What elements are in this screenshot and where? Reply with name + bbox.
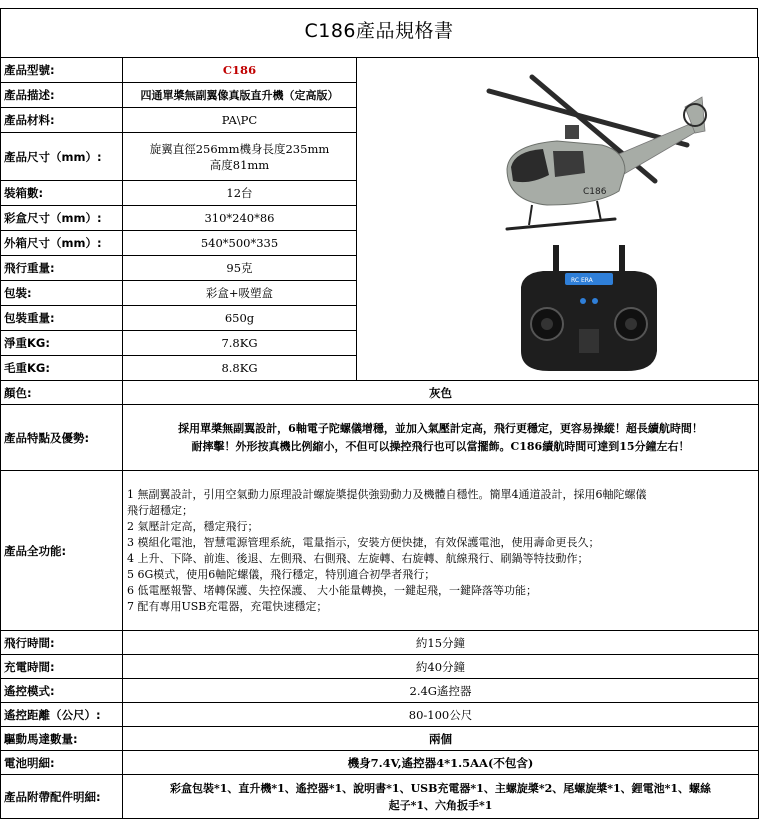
- size-line-2: 高度81mm: [209, 157, 270, 172]
- size-line-1: 旋翼直徑256mm機身長度235mm: [149, 141, 330, 156]
- spec-row: [1, 631, 759, 655]
- row-value: 80-100公尺: [123, 703, 759, 727]
- spec-table: [0, 57, 759, 819]
- row-label: 包裝:: [1, 281, 123, 306]
- row-label: 彩盒尺寸（mm）:: [1, 206, 123, 231]
- row-label: 產品型號:: [1, 58, 123, 83]
- row-value: 95克: [123, 256, 357, 281]
- row-value: 2.4G遙控器: [123, 679, 759, 703]
- helicopter-image: [489, 77, 706, 229]
- features-line-1: 採用單槳無副翼設計，6軸電子陀螺儀增穩，並加入氣壓計定高，飛行更穩定，更容易操縱！超長續航時間！: [178, 421, 703, 435]
- row-label: 產品特點及優勢:: [1, 405, 123, 471]
- heli-label: C186: [583, 186, 607, 197]
- function-line: 2 氣壓計定高，穩定飛行；: [127, 519, 259, 533]
- row-label: 遙控距離（公尺）:: [1, 703, 123, 727]
- model-value: C186: [123, 58, 357, 83]
- function-line: 5 6G模式，使用6軸陀螺儀，飛行穩定，特別適合初學者飛行；: [127, 567, 436, 581]
- row-label: 電池明細:: [1, 751, 123, 775]
- features-row: [1, 405, 759, 471]
- color-row: [1, 381, 759, 405]
- row-label: 產品尺寸（mm）:: [1, 133, 123, 181]
- functions-value: [123, 471, 759, 631]
- function-line: 飛行超穩定；: [127, 503, 193, 517]
- row-value: 310*240*86: [123, 206, 357, 231]
- row-label: 毛重KG:: [1, 356, 123, 381]
- row-label: 產品全功能:: [1, 471, 123, 631]
- function-line: 4 上升、下降、前進、後退、左側飛、右側飛、左旋轉、右旋轉、航線飛行、刷鍋等特技動作；: [127, 551, 589, 565]
- row-value: 7.8KG: [123, 331, 357, 356]
- row-label: 飛行重量:: [1, 256, 123, 281]
- row-label: 產品描述:: [1, 83, 123, 108]
- remote-label: RC ERA: [571, 276, 593, 284]
- row-value: 650g: [123, 306, 357, 331]
- row-value: 機身7.4V,遙控器4*1.5AA(不包含): [123, 751, 759, 775]
- row-label: 驅動馬達數量:: [1, 727, 123, 751]
- spec-row: [1, 655, 759, 679]
- row-label: 包裝重量:: [1, 306, 123, 331]
- row-value: 兩個: [123, 727, 759, 751]
- spec-row: [1, 58, 759, 83]
- spec-row: [1, 703, 759, 727]
- page-title: C186產品規格書: [0, 8, 758, 58]
- row-label: 裝箱數:: [1, 181, 123, 206]
- function-line: 7 配有專用USB充電器，充電快速穩定；: [127, 599, 328, 613]
- row-label: 外箱尺寸（mm）:: [1, 231, 123, 256]
- features-value: [123, 405, 759, 471]
- functions-row: [1, 471, 759, 631]
- row-value: PA\PC: [123, 108, 357, 133]
- row-value: 四通單槳無副翼像真版直升機（定高版）: [123, 83, 357, 108]
- row-value: 540*500*335: [123, 231, 357, 256]
- row-value: 8.8KG: [123, 356, 357, 381]
- spec-row: [1, 727, 759, 751]
- accessories-row: [1, 775, 759, 819]
- spec-row: [1, 751, 759, 775]
- function-line: 3 模組化電池，智慧電源管理系統，電量指示，安裝方便快捷，有效保護電池，使用壽命更長久；: [127, 535, 600, 549]
- row-value: 約15分鐘: [123, 631, 759, 655]
- accessories-line-1: 彩盒包裝*1、直升機*1、遙控器*1、說明書*1、USB充電器*1、主螺旋槳*2、尾螺旋槳*1、鋰電池*1、螺絲: [169, 781, 712, 795]
- row-value: 約40分鐘: [123, 655, 759, 679]
- row-label: 充電時間:: [1, 655, 123, 679]
- row-value: 12台: [123, 181, 357, 206]
- row-label: 淨重KG:: [1, 331, 123, 356]
- row-label: 顏色:: [1, 381, 123, 405]
- function-line: 6 低電壓報警、堵轉保護、失控保護、 大小能量轉換，一鍵起飛，一鍵降落等功能；: [127, 583, 537, 597]
- product-images: [357, 58, 759, 381]
- row-label: 飛行時間:: [1, 631, 123, 655]
- accessories-line-2: 起子*1、六角扳手*1: [388, 798, 493, 812]
- features-line-2: 耐摔擊！外形按真機比例縮小，不但可以操控飛行也可以當擺飾。C186續航時間可達到15分鐘左右！: [191, 439, 690, 453]
- row-label: 產品附帶配件明細:: [1, 775, 123, 819]
- remote-controller-image: [521, 245, 657, 371]
- spec-row: [1, 679, 759, 703]
- row-label: 遙控模式:: [1, 679, 123, 703]
- function-line: 1 無副翼設計，引用空氣動力原理設計螺旋槳提供強勁動力及機體自穩性。簡單4通道設計，採用6軸陀螺儀: [127, 487, 647, 501]
- product-photos: [357, 59, 759, 377]
- accessories-value: [123, 775, 759, 819]
- color-value: 灰色: [123, 381, 759, 405]
- row-label: 產品材料:: [1, 108, 123, 133]
- row-value: [123, 133, 357, 181]
- row-value: 彩盒+吸塑盒: [123, 281, 357, 306]
